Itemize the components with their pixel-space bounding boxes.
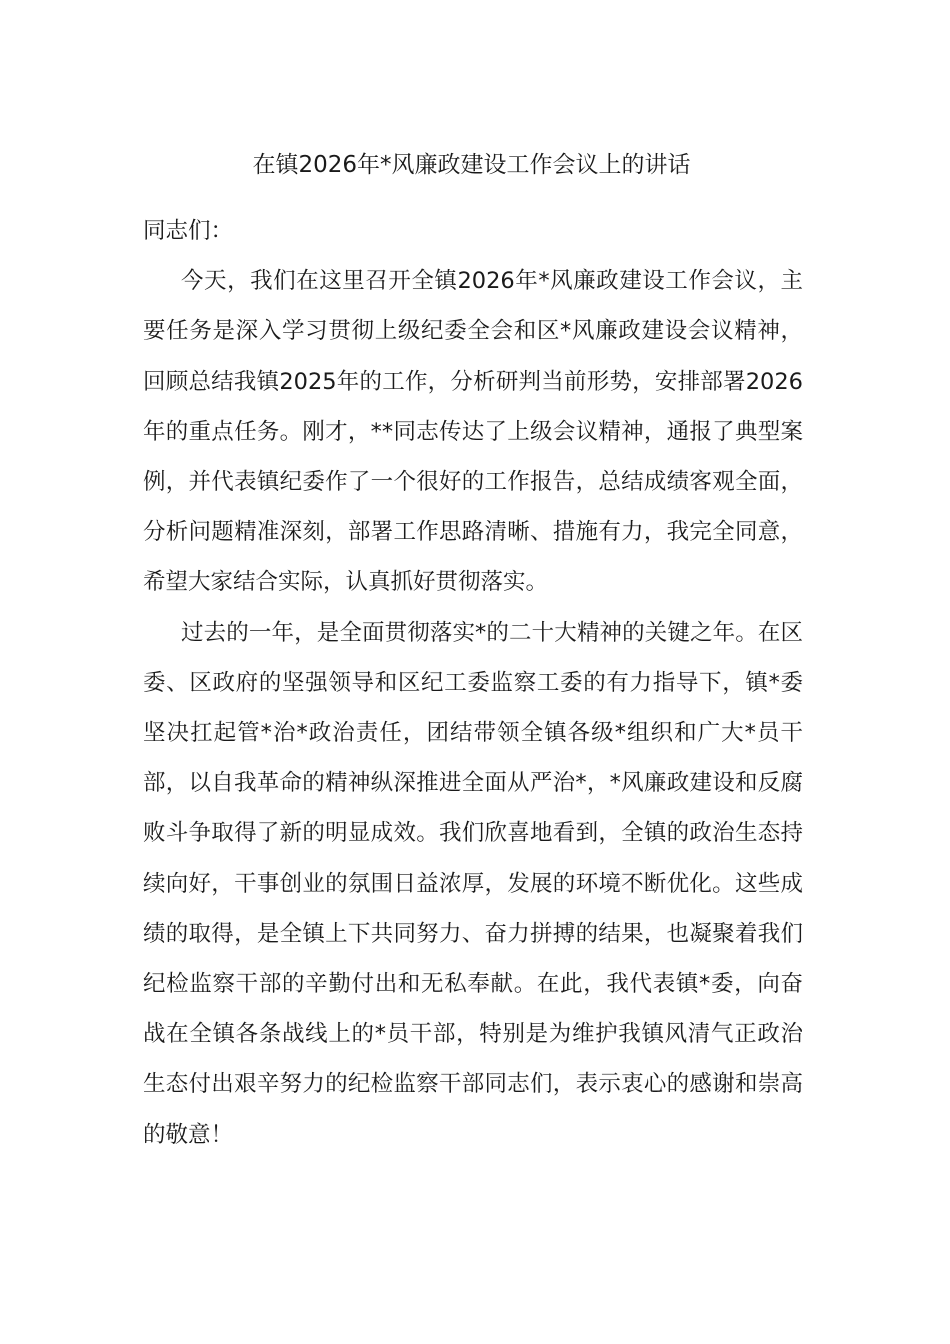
- paragraph-1: 今天，我们在这里召开全镇2026年*风廉政建设工作会议，主要任务是深入学习贯彻上级纪委全会和区*风廉政建设会议精神，回顾总结我镇2025年的工作，分析研判当前形势，安排部署2026年的重点任务。刚才，**同志传达了上级会议精神，通报了典型案例，并代表镇纪委作了一个很好的工作报告，总结成绩客观全面，分析问题精准深刻，部署工作思路清晰、措施有力，我完全同意，希望大家结合实际，认真抓好贯彻落实。: [143, 268, 803, 596]
- paragraph-2: 过去的一年，是全面贯彻落实*的二十大精神的关键之年。在区委、区政府的坚强领导和区纪工委监察工委的有力指导下，镇*委坚决扛起管*治*政治责任，团结带领全镇各级*组织和广大*员干部，以自我革命的精神纵深推进全面从严治*，*风廉政建设和反腐败斗争取得了新的明显成效。我们欣喜地看到，全镇的政治生态持续向好，干事创业的氛围日益浓厚，发展的环境不断优化。这些成绩的取得，是全镇上下共同努力、奋力拼搏的结果，也凝聚着我们纪检监察干部的辛勤付出和无私奉献。在此，我代表镇*委，向奋战在全镇各条战线上的*员干部，特别是为维护我镇风清气正政治生态付出艰辛努力的纪检监察干部同志们，表示衷心的感谢和崇高的敬意！: [143, 619, 803, 1148]
- salutation: 同志们：: [143, 218, 234, 244]
- document-body: [143, 206, 803, 1160]
- document-title: 在镇2026年*风廉政建设工作会议上的讲话: [252, 152, 691, 178]
